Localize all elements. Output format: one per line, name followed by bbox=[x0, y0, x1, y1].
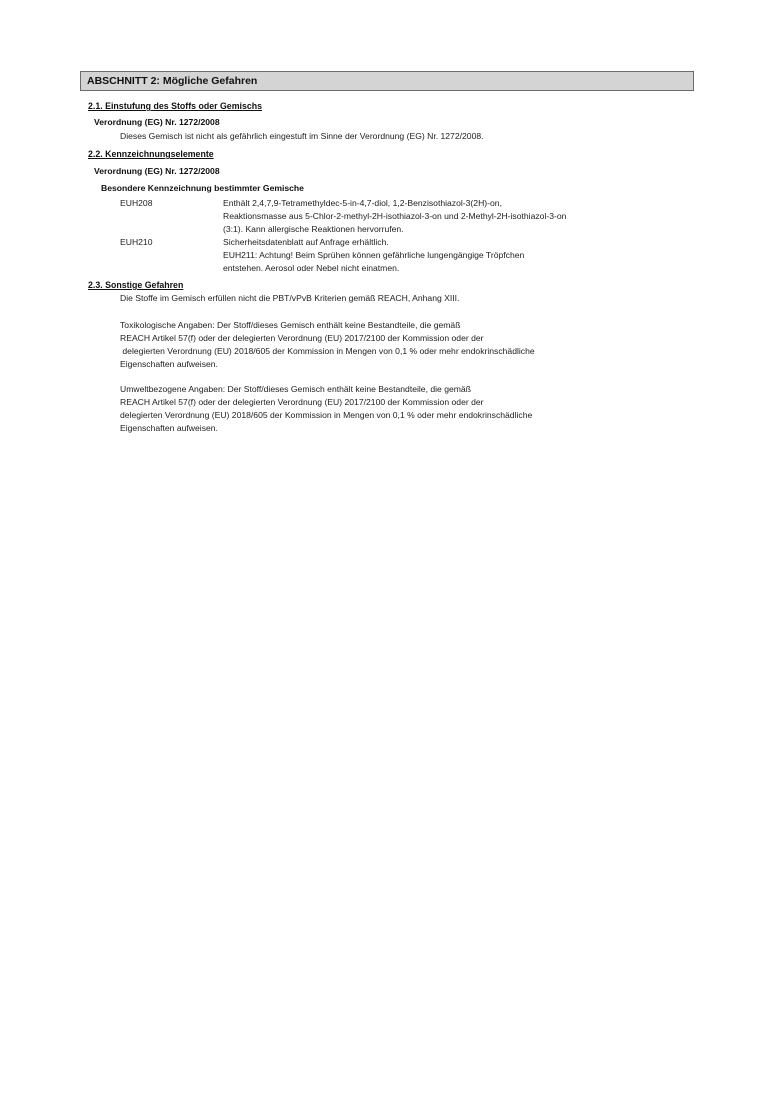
env-line: Umweltbezogene Angaben: Der Stoff/dieses Gemisch enthält keine Bestandteile, die gemäß bbox=[120, 384, 471, 394]
special-labelling-heading: Besondere Kennzeichnung bestimmter Gemische bbox=[101, 183, 304, 193]
euh210-code: EUH210 bbox=[120, 237, 153, 247]
tox-line: REACH Artikel 57(f) oder der delegierten Verordnung (EU) 2017/2100 der Kommission oder der bbox=[120, 333, 484, 343]
tox-line: delegierten Verordnung (EU) 2018/605 der Kommission in Mengen von 0,1 % oder mehr endokrinschädliche bbox=[120, 346, 535, 356]
env-paragraph bbox=[120, 383, 532, 435]
heading-2-1: 2.1. Einstufung des Stoffs oder Gemischs bbox=[88, 101, 263, 111]
tox-line: Toxikologische Angaben: Der Stoff/dieses Gemisch enthält keine Bestandteile, die gemäß bbox=[120, 320, 461, 330]
euh210-text bbox=[223, 236, 524, 275]
env-line: REACH Artikel 57(f) oder der delegierten Verordnung (EU) 2017/2100 der Kommission oder der bbox=[120, 397, 484, 407]
env-line: Eigenschaften aufweisen. bbox=[120, 423, 218, 433]
pbt-text: Die Stoffe im Gemisch erfüllen nicht die PBT/vPvB Kriterien gemäß REACH, Anhang XIII. bbox=[120, 293, 460, 303]
regulation-label-2-1: Verordnung (EG) Nr. 1272/2008 bbox=[94, 117, 220, 127]
classification-text: Dieses Gemisch ist nicht als gefährlich eingestuft im Sinne der Verordnung (EG) Nr. 1272/2008. bbox=[120, 131, 484, 141]
env-line: delegierten Verordnung (EU) 2018/605 der Kommission in Mengen von 0,1 % oder mehr endokrinschädliche bbox=[120, 410, 533, 420]
euh208-line: Reaktionsmasse aus 5-Chlor-2-methyl-2H-isothiazol-3-on und 2-Methyl-2H-isothiazol-3-on bbox=[223, 211, 567, 221]
euh208-code: EUH208 bbox=[120, 198, 153, 208]
euh208-line: Enthält 2,4,7,9-Tetramethyldec-5-in-4,7-diol, 1,2-Benzisothiazol-3(2H)-on, bbox=[223, 198, 502, 208]
heading-2-3: 2.3. Sonstige Gefahren bbox=[88, 280, 184, 290]
euh208-text bbox=[223, 197, 566, 236]
euh208-line: (3:1). Kann allergische Reaktionen hervorrufen. bbox=[223, 224, 404, 234]
euh210-line: EUH211: Achtung! Beim Sprühen können gefährliche lungengängige Tröpfchen bbox=[223, 250, 525, 260]
regulation-label-2-2: Verordnung (EG) Nr. 1272/2008 bbox=[94, 166, 220, 176]
tox-line: Eigenschaften aufweisen. bbox=[120, 359, 218, 369]
section-title-bar: ABSCHNITT 2: Mögliche Gefahren bbox=[80, 71, 694, 91]
heading-2-2: 2.2. Kennzeichnungselemente bbox=[88, 149, 214, 159]
euh210-line: Sicherheitsdatenblatt auf Anfrage erhältlich. bbox=[223, 237, 389, 247]
tox-paragraph bbox=[120, 319, 535, 371]
euh210-line: entstehen. Aerosol oder Nebel nicht einatmen. bbox=[223, 263, 400, 273]
